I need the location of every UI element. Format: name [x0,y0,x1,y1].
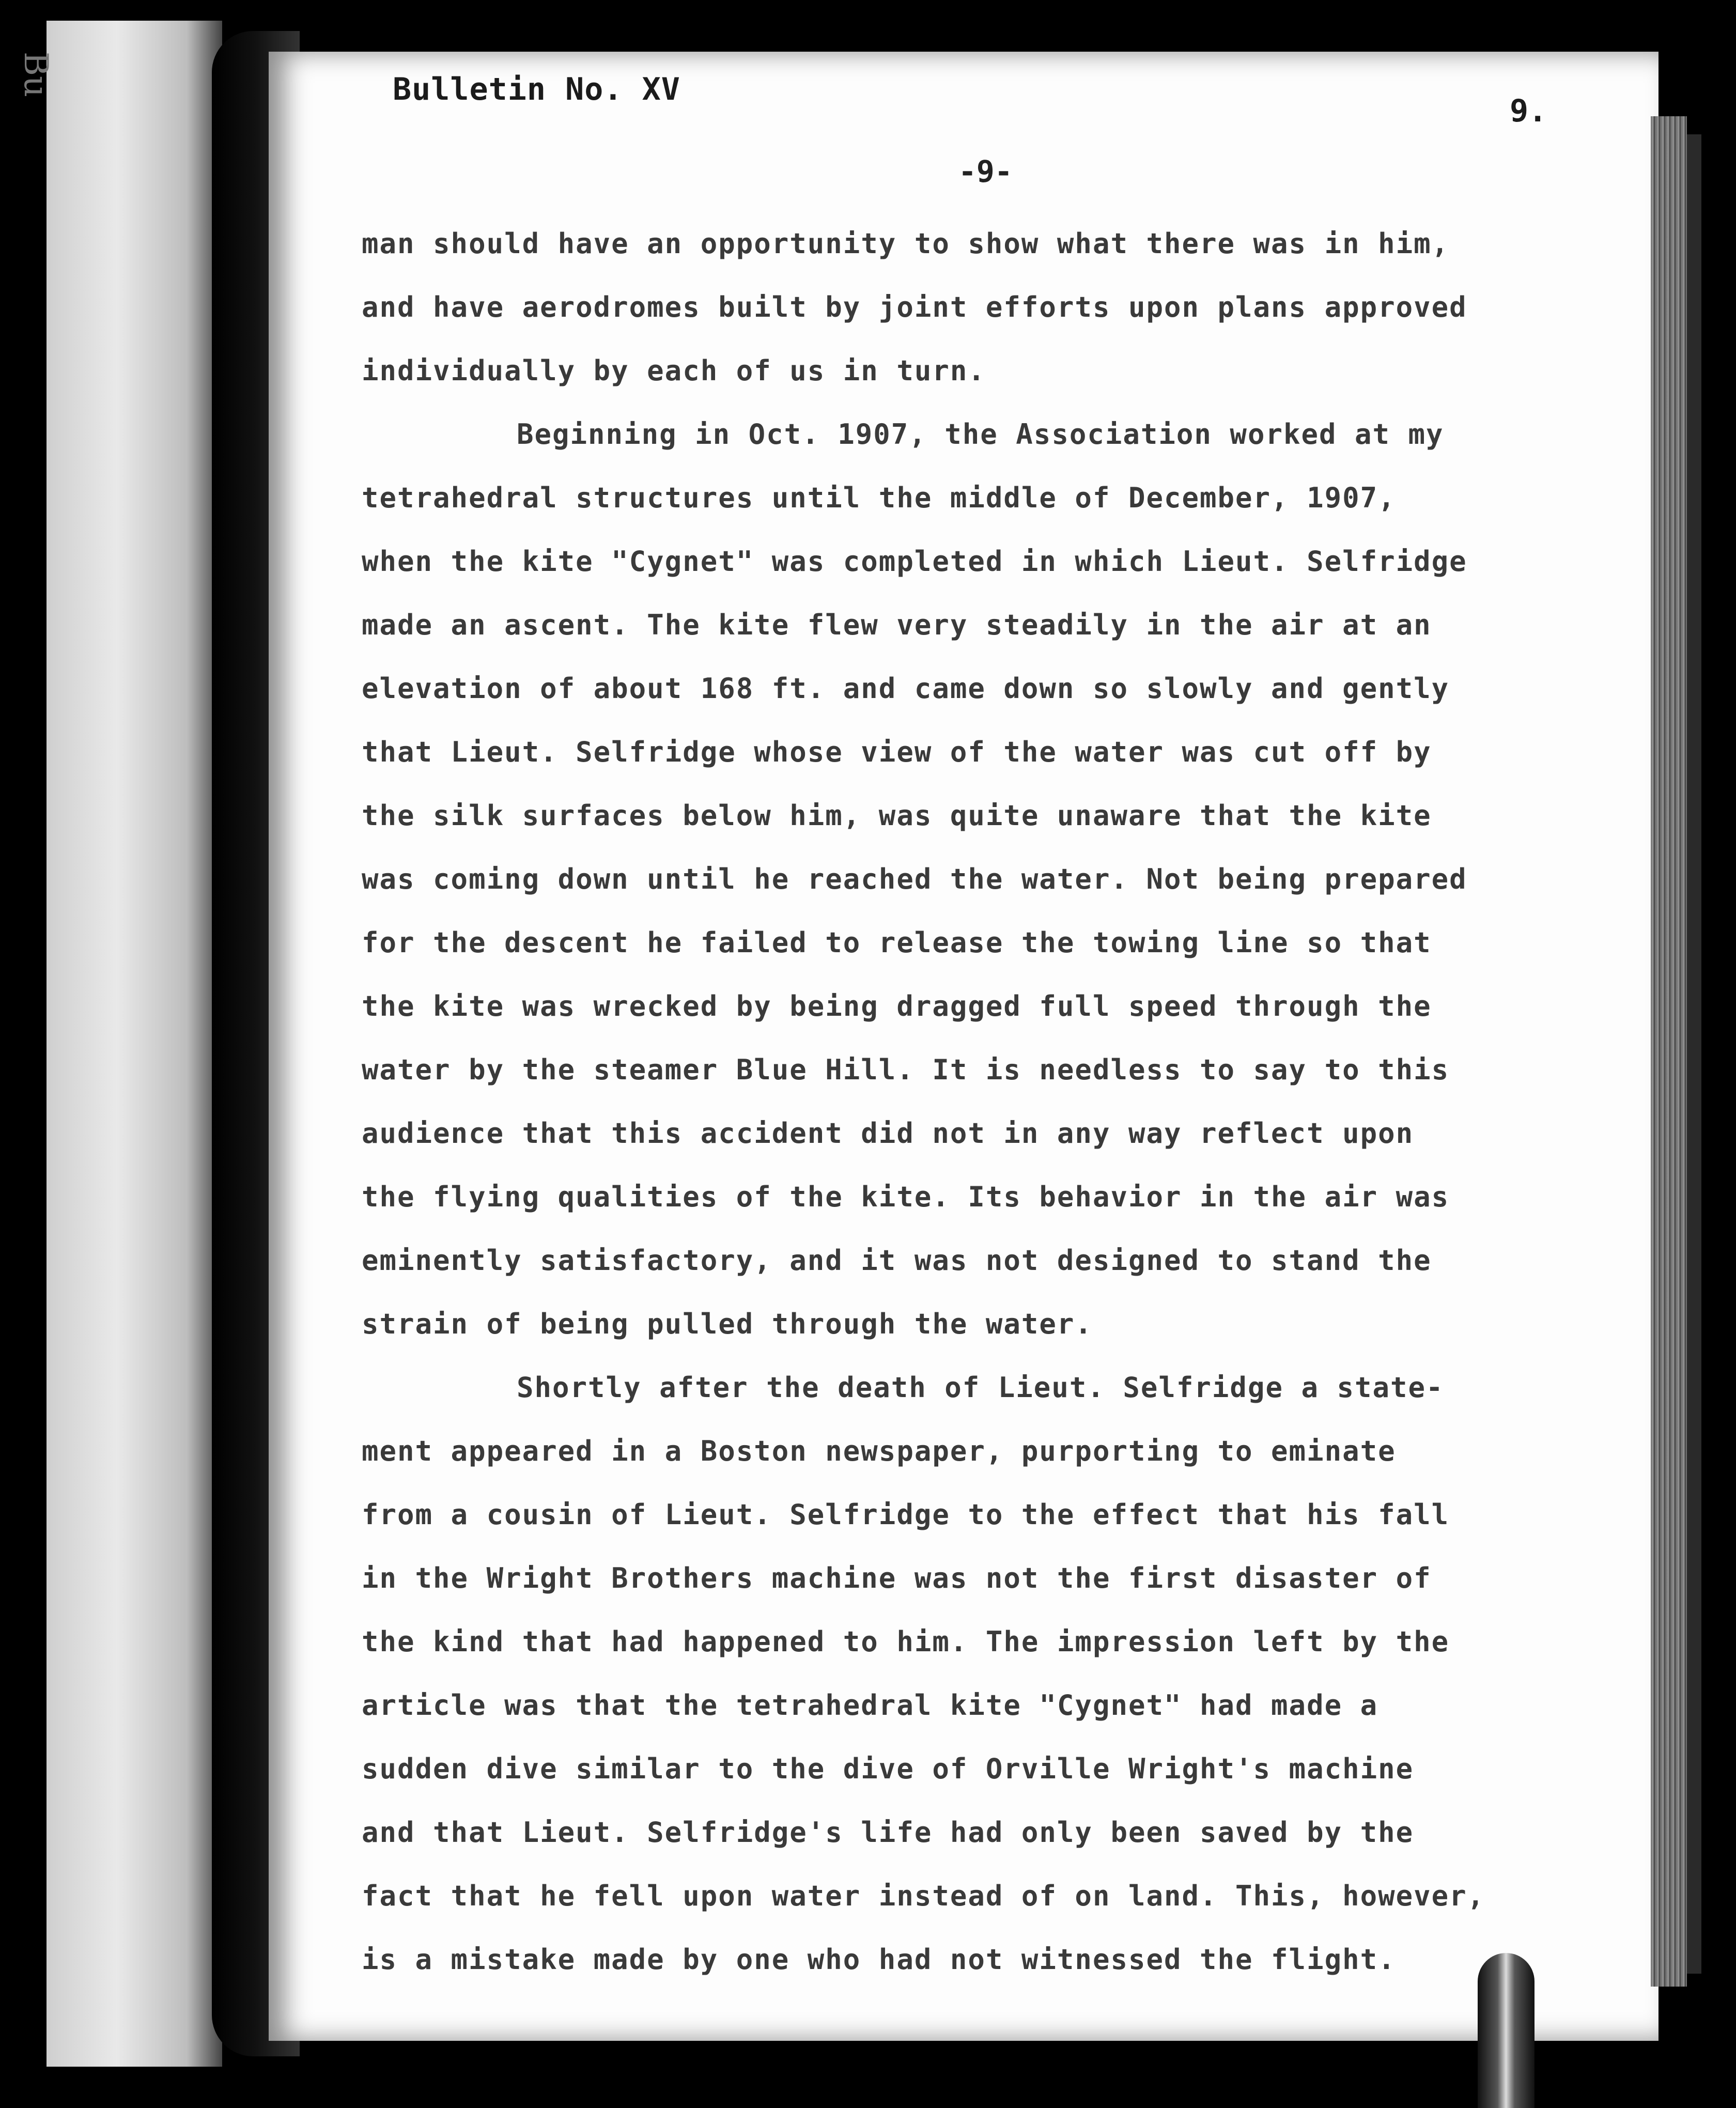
text-line: was coming down until he reached the water. Not being prepared [362,863,1467,895]
text-line: from a cousin of Lieut. Selfridge to the effect that his fall [362,1498,1450,1531]
left-page-fragment: Bu [17,52,55,98]
text-line: eminently satisfactory, and it was not designed to stand the [362,1244,1432,1277]
text-line: individually by each of us in turn. [362,354,986,387]
left-page-edge [17,21,222,2067]
page-marker: -9- [958,154,1013,189]
text-line: is a mistake made by one who had not witnessed the flight. [362,1943,1396,1976]
text-line: that Lieut. Selfridge whose view of the water was cut off by [362,736,1432,768]
page-number: 9. [1510,93,1547,129]
text-line: and have aerodromes built by joint efforts upon plans approved [362,291,1467,323]
text-line: audience that this accident did not in any way reflect upon [362,1117,1414,1150]
bulletin-title: Bulletin No. XV [393,71,680,107]
text-line: Beginning in Oct. 1907, the Association worked at my [517,418,1444,451]
text-line: made an ascent. The kite flew very steadily in the air at an [362,609,1432,641]
text-line: in the Wright Brothers machine was not the first disaster of [362,1562,1432,1594]
text-line: the silk surfaces below him, was quite unaware that the kite [362,799,1432,832]
text-line: the kite was wrecked by being dragged full speed through the [362,990,1432,1022]
page-edges-shadow [1687,134,1701,1974]
text-line: elevation of about 168 ft. and came down so slowly and gently [362,672,1450,705]
text-line: article was that the tetrahedral kite "Cygnet" had made a [362,1689,1378,1722]
page-edges [1651,116,1687,1987]
text-line: the flying qualities of the kite. Its behavior in the air was [362,1181,1450,1213]
text-line: fact that he fell upon water instead of on land. This, however, [362,1880,1485,1912]
text-line: for the descent he failed to release the towing line so that [362,926,1432,959]
text-line: man should have an opportunity to show what there was in him, [362,227,1450,260]
text-line: ment appeared in a Boston newspaper, purporting to eminate [362,1435,1396,1467]
body-text [362,212,1612,1991]
page-holder-pin [1478,1953,1535,2108]
text-line: tetrahedral structures until the middle of December, 1907, [362,482,1396,514]
text-line: sudden dive similar to the dive of Orville Wright's machine [362,1753,1414,1785]
text-line: Shortly after the death of Lieut. Selfridge a state- [517,1371,1444,1404]
text-line: the kind that had happened to him. The impression left by the [362,1625,1450,1658]
text-line: when the kite "Cygnet" was completed in which Lieut. Selfridge [362,545,1467,578]
text-line: and that Lieut. Selfridge's life had only been saved by the [362,1816,1414,1849]
text-line: water by the steamer Blue Hill. It is needless to say to this [362,1053,1450,1086]
text-line: strain of being pulled through the water. [362,1308,1093,1340]
